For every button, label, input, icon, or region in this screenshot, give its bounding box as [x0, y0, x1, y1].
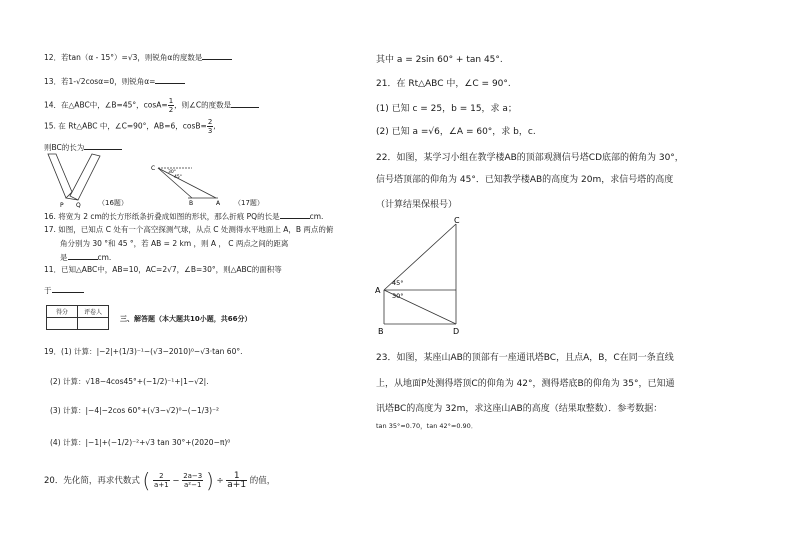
label-p: P: [60, 202, 64, 209]
question-23-reference-data: tan 35°≈0.70，tan 42°≈0.90．: [376, 422, 478, 430]
score-header: 得分: [47, 306, 78, 318]
answer-blank[interactable]: [231, 100, 259, 108]
question-22-line2: 信号塔顶部的仰角为 45°．已知教学楼AB的高度为 20m，求信号塔的高度: [376, 175, 674, 185]
question-11: 11．已知△ABC中，AB=10，AC=2√7，∠B=30°，则△ABC的面积等: [44, 265, 282, 274]
question-17: 17. 如图，已知点 C 处有一个高空探测气球，从点 C 处测得水平地面上 A，B 两点的俯: [44, 225, 334, 234]
figure-17-triangle: [148, 160, 228, 206]
question-14: 14．在△ABC中，∠B=45°，cosA= $\frac{1}{2}$ ，则∠C的度数是: [44, 97, 259, 114]
score-table: [46, 305, 109, 330]
section-3-heading: 三、解答题（本大题共10小题，共66分）: [120, 315, 252, 323]
label-30: 30°: [392, 292, 404, 300]
question-17-line3: 是 cm.: [60, 253, 112, 262]
answer-blank[interactable]: [280, 211, 310, 219]
question-23-line2: 上，从地面P处测得塔顶C的仰角为 42°，测得塔底B的仰角为 35°，已知通: [376, 379, 675, 389]
question-19-part2: (2) 计算：√18−4cos45°+(−1/2)⁻¹+|1−√2|.: [50, 377, 209, 386]
label-b: B: [378, 327, 384, 336]
label-45: 45°: [174, 175, 182, 180]
question-22-line3: （计算结果保根号）: [376, 200, 458, 210]
question-20-continued: 其中 a = 2sin 60° + tan 45°.: [376, 55, 503, 65]
label-d: D: [453, 327, 460, 336]
question-21-part2: (2) 已知 a =√6，∠A = 60°，求 b，c.: [376, 127, 536, 137]
figure-16-caption: （16题）: [98, 199, 128, 207]
question-12: 12．若tan（α - 15°）=√3，则锐角α的度数是: [44, 52, 232, 63]
question-21-part1: (1) 已知 c = 25，b = 15，求 a；: [376, 104, 517, 114]
label-45: 45°: [392, 279, 404, 287]
answer-blank[interactable]: [155, 76, 185, 84]
answer-blank[interactable]: [68, 252, 98, 260]
grader-header: 评卷人: [78, 306, 109, 318]
question-19-part3: (3) 计算：|−4|−2cos 60°+(√3−√2)⁰−(−1/3)⁻²: [50, 406, 219, 415]
fraction: $\frac{2}{a+1}$: [154, 472, 169, 489]
label-b: B: [189, 200, 194, 206]
question-15-line2: 则BC的长为: [44, 142, 122, 153]
fraction: $\frac{1}{2}$: [168, 97, 174, 114]
question-15: 15. 在 Rt△ABC 中，∠C=90°，AB=6，cosB= $\frac{2}{3}$ ,: [44, 118, 216, 135]
grader-cell[interactable]: [78, 318, 109, 330]
label-c: C: [454, 216, 460, 225]
figure-17-caption: （17题）: [234, 199, 264, 207]
score-cell[interactable]: [47, 318, 78, 330]
label-q: Q: [76, 202, 81, 209]
fraction: $\frac{2a-3}{\text{a²−1}}$: [183, 472, 203, 489]
answer-blank[interactable]: [52, 285, 84, 293]
label-a: A: [216, 200, 221, 206]
question-23: 23．如图，某座山AB的顶部有一座通讯塔BC，且点A，B，C在同一条直线: [376, 353, 674, 363]
question-13: 13．若1-√2cosα=0，则锐角α=: [44, 76, 185, 87]
figure-22-tower-diagram: [372, 214, 472, 340]
question-22: 22．如图，某学习小组在教学楼AB的顶部观测信号塔CD底部的俯角为 30°，: [376, 153, 684, 163]
answer-blank[interactable]: [202, 52, 232, 60]
question-20: 20．先化简，再求代数式 ( $\frac{2}{a+1}$ − $\frac{2a-3}{\text{a²−1}}$ ) ÷ $\frac{1}{a+1}$ 的值，: [44, 468, 276, 493]
fraction: $\frac{1}{a+1}$: [227, 471, 247, 490]
question-19-part1: 19．(1) 计算：|−2|+(1/3)⁻¹−(√3−2010)⁰−√3·tan 60°.: [44, 347, 243, 356]
question-19-part4: (4) 计算：|−1|+(−1/2)⁻²+√3 tan 30°+(2020−π)⁰: [50, 438, 231, 447]
answer-blank[interactable]: [84, 142, 122, 150]
question-23-line3: 讯塔BC的高度为 32m，求这座山AB的高度（结果取整数）．参考数据：: [376, 404, 663, 414]
label-a: A: [375, 286, 381, 295]
fraction: $\frac{2}{3}$: [207, 118, 213, 135]
question-11-line2: 于: [44, 285, 84, 296]
question-21-title: 21．在 Rt△ABC 中，∠C = 90°.: [376, 79, 511, 89]
label-c: C: [151, 165, 156, 172]
label-30: 30°: [168, 170, 176, 175]
strip-right: [70, 154, 100, 200]
question-16: 16. 将宽为 2 cm的长方形纸条折叠成如图的形状，那么折痕 PQ的长是 cm.: [44, 212, 324, 221]
strip-left: [48, 154, 72, 198]
question-17-line2: 角分别为 30 °和 45 °，若 AB = 2 km ，则 A ， C 两点之间的距离: [60, 239, 289, 248]
